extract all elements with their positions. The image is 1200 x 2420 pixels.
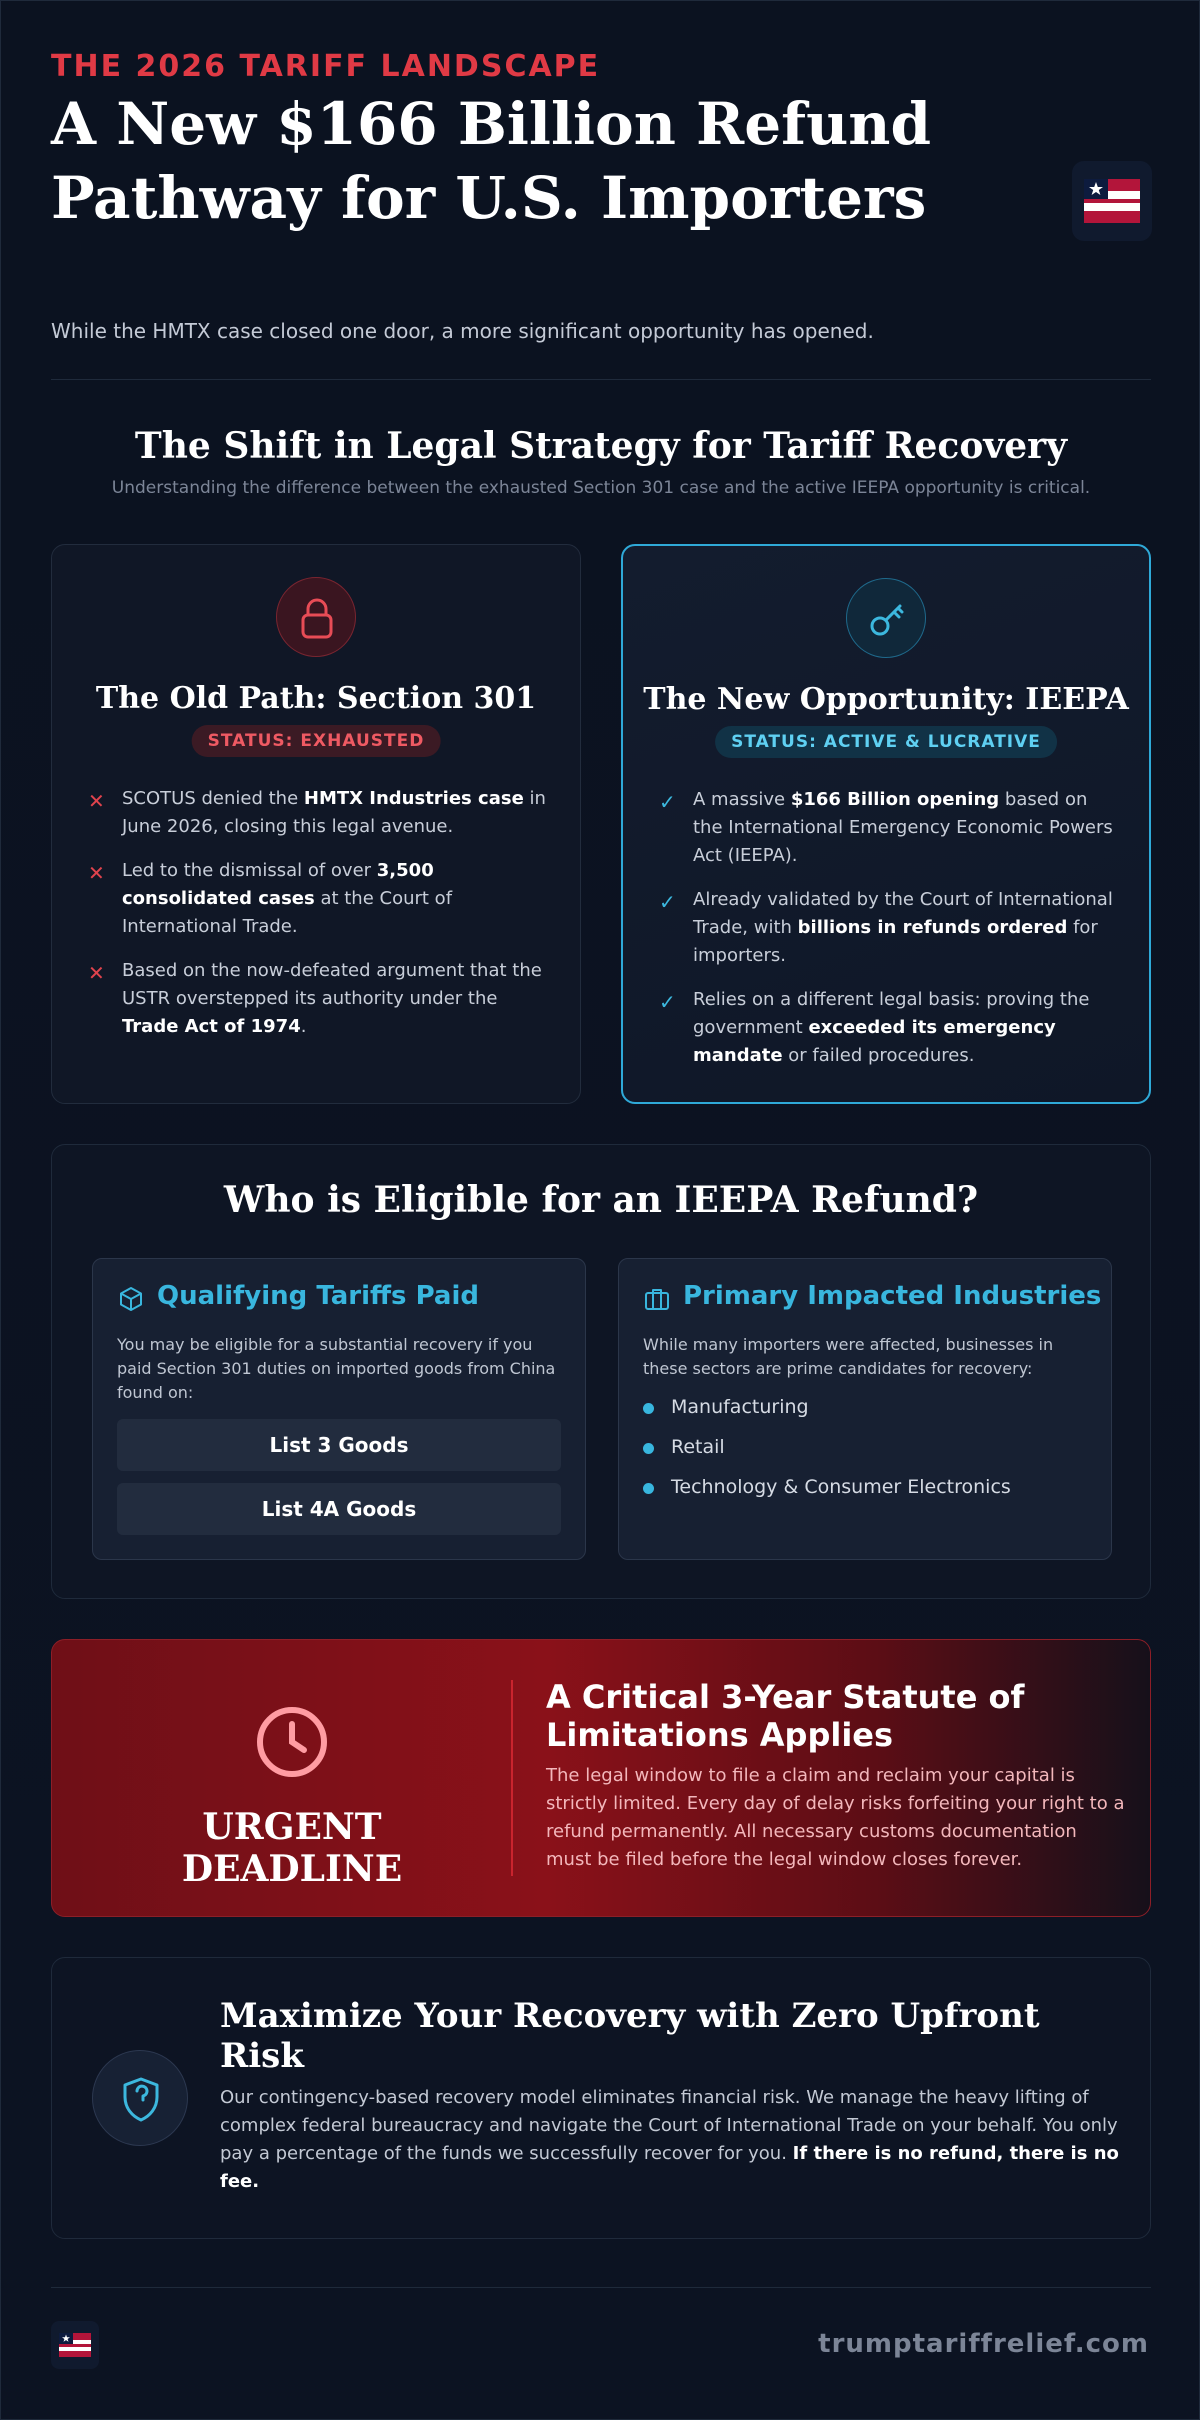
key-icon — [846, 578, 926, 658]
list-item: ✕ Based on the now-defeated argument that the USTR overstepped its authority under the Trade Act of 1974. — [88, 960, 542, 1037]
bullet-list — [659, 786, 1119, 1086]
qualifying-tariffs-card — [92, 1258, 586, 1560]
clock-icon — [252, 1702, 332, 1782]
list-item: ✓ Already validated by the Court of International Trade, with billions in refunds ordered for importers. — [659, 889, 1113, 966]
list-item: Technology & Consumer Electronics — [643, 1475, 1011, 1499]
risk-body: Our contingency-based recovery model eliminates financial risk. We manage the heavy lifting of complex federal bureaucracy and navigate the Court of International Trade on your behalf. You only pay a percentage of the funds we successfully recover for you. If there is no refund, there is no fee. — [220, 2087, 1119, 2192]
card-body: You may be eligible for a substantial recovery if you paid Section 301 duties on imported goods from China found on: — [117, 1335, 556, 1402]
cube-icon — [117, 1285, 145, 1313]
old-path-card — [51, 544, 581, 1104]
zero-risk-section — [51, 1957, 1151, 2239]
list-item: List 3 Goods — [117, 1419, 561, 1471]
page-subtitle: While the HMTX case closed one door, a more significant opportunity has opened. — [51, 319, 874, 343]
urgent-deadline-banner — [51, 1639, 1151, 1917]
section-subtitle: Understanding the difference between the exhausted Section 301 case and the active IEEPA opportunity is critical. — [111, 478, 1091, 498]
card-body: While many importers were affected, businesses in these sectors are prime candidates for recovery: — [643, 1335, 1054, 1378]
page-title: A New $166 Billion Refund Pathway for U.S. Importers — [51, 90, 931, 232]
us-flag-icon — [1072, 161, 1152, 241]
check-icon: ✓ — [659, 990, 676, 1014]
divider — [51, 2287, 1151, 2288]
footer-domain: trumptariffrelief.com — [818, 2329, 1149, 2359]
list-item: ✕ SCOTUS denied the HMTX Industries case in June 2026, closing this legal avenue. — [88, 788, 546, 837]
bullet-list — [88, 785, 550, 1057]
list-item: ✓ Relies on a different legal basis: proving the government exceeded its emergency mandate or failed procedures. — [659, 989, 1090, 1066]
check-icon: ✓ — [659, 790, 676, 814]
industry-list — [643, 1395, 1011, 1515]
section-title: The Shift in Legal Strategy for Tariff Recovery — [134, 425, 1068, 467]
risk-title: Maximize Your Recovery with Zero Upfront Risk — [220, 1996, 1040, 2076]
status-badge: STATUS: ACTIVE & LUCRATIVE — [715, 726, 1057, 758]
card-title: The Old Path: Section 301 — [95, 681, 537, 716]
urgent-label: URGENT DEADLINE — [181, 1806, 403, 1890]
x-icon: ✕ — [88, 961, 105, 985]
list-item: ✕ Led to the dismissal of over 3,500 consolidated cases at the Court of International Trade. — [88, 860, 453, 937]
eligibility-section — [51, 1144, 1151, 1599]
list-item: Manufacturing — [643, 1395, 1011, 1419]
x-icon: ✕ — [88, 861, 105, 885]
impacted-industries-card — [618, 1258, 1112, 1560]
lock-icon — [276, 577, 356, 657]
urgent-title: A Critical 3-Year Statute of Limitations Applies — [546, 1678, 1025, 1754]
section-title: Who is Eligible for an IEEPA Refund? — [223, 1179, 979, 1221]
shield-icon — [92, 2050, 188, 2146]
status-badge: STATUS: EXHAUSTED — [192, 725, 441, 757]
x-icon: ✕ — [88, 789, 105, 813]
card-heading: Qualifying Tariffs Paid — [157, 1281, 480, 1311]
divider — [51, 379, 1151, 380]
new-path-card — [621, 544, 1151, 1104]
card-title: The New Opportunity: IEEPA — [643, 682, 1129, 717]
card-heading: Primary Impacted Industries — [683, 1281, 1102, 1311]
list-item: ✓ A massive $166 Billion opening based on the International Emergency Economic Powers Act (IEEPA). — [659, 789, 1113, 866]
list-item: List 4A Goods — [117, 1483, 561, 1535]
check-icon: ✓ — [659, 890, 676, 914]
divider — [511, 1680, 513, 1876]
briefcase-icon — [643, 1285, 671, 1313]
urgent-body: The legal window to file a claim and reclaim your capital is strictly limited. Every day of delay risks forfeiting your right to a refund permanently. All necessary customs documentation must be filed before the legal window closes forever. — [546, 1765, 1125, 1870]
us-flag-icon — [51, 2321, 99, 2369]
list-item: Retail — [643, 1435, 1011, 1459]
kicker: THE 2026 TARIFF LANDSCAPE — [51, 49, 601, 84]
